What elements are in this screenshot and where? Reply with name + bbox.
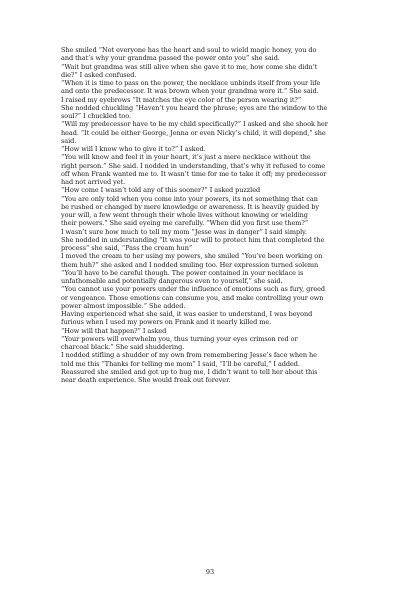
text-line: your will, a few went through their whole lives without knowing or wielding [61,211,308,219]
text-line: power almost impossible.” She added. [61,301,186,310]
text-line: “How come I wasn’t told any of this sooner?” I asked puzzled [61,186,261,195]
text-line: said. [61,136,77,145]
text-line: furious when I used my powers on Frank and it nearly killed me. [61,318,272,327]
text-line: off when Frank wanted me to. It wasn’t time for me to take it off; my predecessor [61,169,327,178]
text-line: them huh?” she asked and I nodded smiling too. Her expression turned solemn [61,260,319,269]
text-line: Reassured she smiled and got up to hug me, I didn’t want to tell her about this [61,367,318,376]
text-line: I raised my eyebrows “It matches the eye color of the person wearing it?” [61,95,302,104]
text-line: “You are only told when you come into your powers, its not something that can [61,194,318,203]
text-line: Having experienced what she said, it was easier to understand, I was beyond [61,310,313,318]
page-number: 93 [205,568,215,576]
text-line: She nodded in understanding “It was your will to protect him that completed the [61,235,325,244]
text-line: I nodded stifling a shudder of my own from remembering Jesse’s face when he [61,351,317,360]
text-line: “Your powers will overwhelm you, thus turning your eyes crimson red or [61,334,298,343]
text-line: She nodded chuckling “Haven’t you heard the phrase; eyes are the window to the [61,103,328,112]
text-line: “How will I know who to give it to?” I asked. [61,145,206,153]
text-line: “You will know and feel it in your heart, it’s just a mere necklace without the [61,153,311,162]
text-line: “When it is time to pass on the power, the necklace unbinds itself from your life [61,79,321,87]
text-line: near death experience. She would freak out forever. [61,376,231,384]
text-line: their powers.” She said eyeing me carefully. “When did you first use them?” [61,219,309,228]
text-line: die?” I asked confused. [61,70,137,79]
text-line: “You’ll have to be careful though. The power contained in your necklace is [61,268,304,277]
text-line: “Will my predecessor have to be my child specifically?” I asked and she shook her [61,120,328,129]
text-line: charcoal black.” She said shuddering. [61,343,185,351]
text-line: “Wait but grandma was still alive when she gave it to me, how come she didn’t [61,62,318,71]
text-line: “You cannot use your powers under the influence of emotions such as fury, greed [61,285,326,294]
text-line: head. “It could be either George, Jenna or even Nicky’s child, it will depend,” she [61,128,326,137]
text-line: right person.” She said. I nodded in understanding, that’s why it refused to come [61,161,326,170]
text-line: process” she said, “Pass the cream hun” [61,244,193,252]
text-line: I wasn’t sure how much to tell my mom “Jesse was in danger” I said simply. [61,227,307,236]
text-line: had not arrived yet. [61,178,126,186]
text-line: “How will that happen?” I asked [61,326,167,335]
text-line: I moved the cream to her using my powers, she smiled “You’ve been working on [61,252,323,261]
text-line: unfathomable and potentially dangerous even to yourself,” she said. [61,277,283,285]
body-text [61,46,363,384]
text-line: and that’s why your grandma passed the power onto you” she said. [61,54,280,63]
text-line: and onto the predecessor. It was brown when your grandma wore it.” She said. [61,87,319,96]
text-line: She smiled “Not everyone has the heart and soul to wield magic honey, you do [61,46,317,54]
text-line: or vengeance. Those emotions can consume you, and make controlling your own [61,293,324,302]
text-line: be rushed or changed by mere knowledge or awareness. It is heavily guided by [61,202,319,211]
text-line: told me this “Thanks for telling me mom” I said, “I’ll be careful,” I added. [61,359,300,368]
text-line: soul?” I chuckled too. [61,112,132,120]
